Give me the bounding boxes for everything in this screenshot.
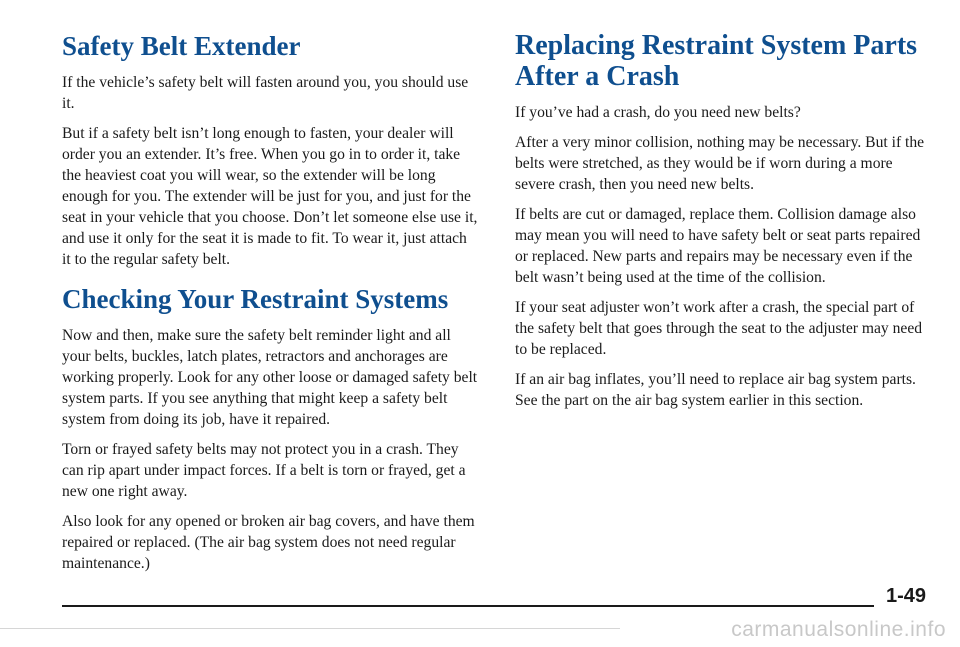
paragraph: Torn or frayed safety belts may not protect you in a crash. They can rip apart under impact forces. If a belt is torn or frayed, get a new one right away.	[62, 441, 466, 500]
paragraph: If belts are cut or damaged, replace them. Collision damage also may mean you will need to have safety belt or seat parts repaired or replaced. New parts and repairs may be necessary even if the belt wasn’t being used at the time of the collision.	[515, 206, 921, 286]
heading-replacing-restraint-parts: Replacing Restraint System Parts After a Crash	[515, 30, 918, 92]
paragraph: Also look for any opened or broken air bag covers, and have them repaired or replaced. (The air bag system does not need regular maintenance.)	[62, 513, 475, 572]
paragraph: After a very minor collision, nothing may be necessary. But if the belts were stretched, as they would be if worn during a more severe crash, then you need new belts.	[515, 134, 925, 193]
paragraph: Now and then, make sure the safety belt reminder light and all your belts, buckles, latch plates, retractors and anchorages are working properly. Look for any other loose or damaged safety belt system parts. If you see anything that might keep a safety belt system from doing its job, have it repaired.	[62, 327, 478, 428]
paragraph: If your seat adjuster won’t work after a crash, the special part of the safety belt that goes through the seat to the adjuster may need to be replaced.	[515, 299, 923, 358]
page-number: 1-49	[886, 585, 927, 607]
right-column	[515, 30, 935, 420]
paragraph: But if a safety belt isn’t long enough to fasten, your dealer will order you an extender. It’s free. When you go in to order it, take the heaviest coat you will wear, so the extender will be long enough for you. The extender will be just for you, and just for the seat in your vehicle that you choose. Don’t let someone else use it, and use it only for the seat it is made to fit. To wear it, just attach it to the regular safety belt.	[62, 125, 478, 268]
paragraph: If you’ve had a crash, do you need new belts?	[515, 104, 801, 121]
watermark-text: carmanualsonline.info	[731, 618, 946, 641]
left-column	[62, 30, 478, 583]
paragraph: If the vehicle’s safety belt will fasten around you, you should use it.	[62, 74, 469, 112]
heading-checking-restraint-systems: Checking Your Restraint Systems	[62, 284, 449, 314]
heading-safety-belt-extender: Safety Belt Extender	[62, 31, 301, 61]
footer-rule	[62, 605, 874, 607]
paragraph: If an air bag inflates, you’ll need to replace air bag system parts. See the part on the air bag system earlier in this section.	[515, 371, 916, 409]
scan-edge-line	[0, 628, 620, 629]
